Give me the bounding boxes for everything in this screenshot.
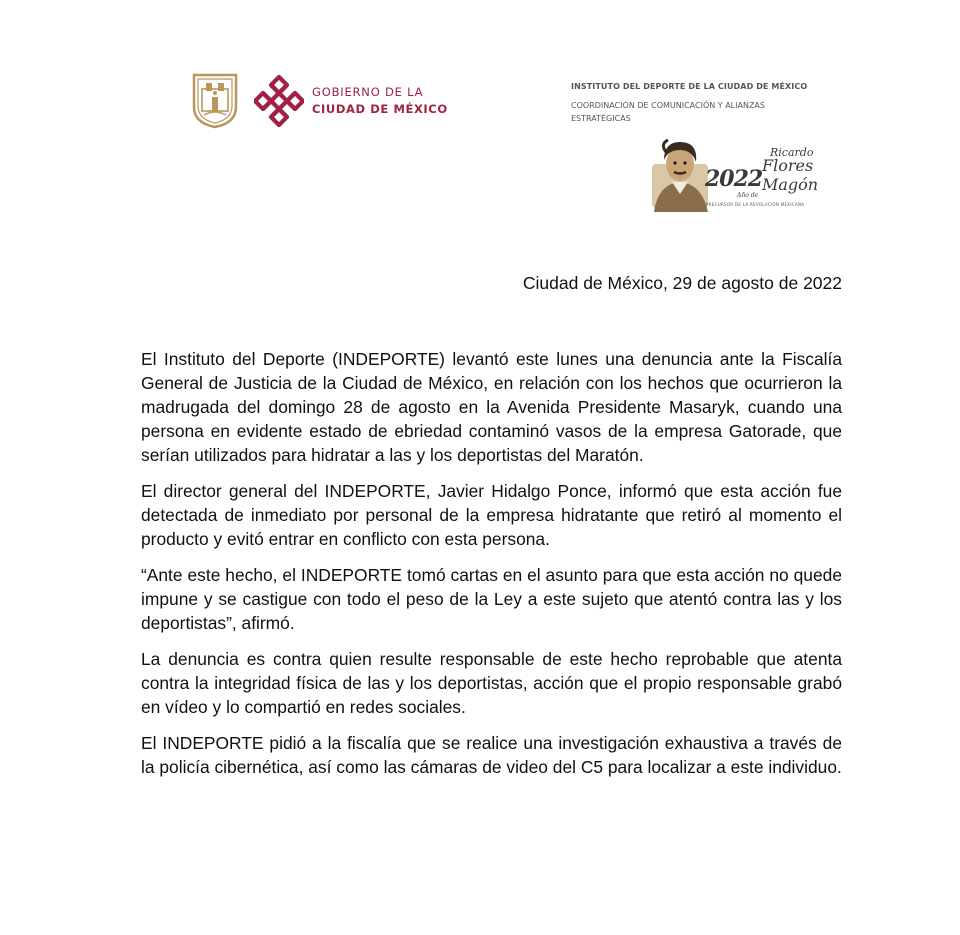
city-government-emblem-icon — [254, 73, 304, 129]
badge-tagline: PRECURSOR DE LA REVOLUCIÓN MEXICANA — [706, 202, 805, 207]
institute-header — [571, 82, 841, 125]
coat-of-arms-icon — [192, 73, 238, 129]
press-release-body — [141, 347, 842, 791]
body-paragraph-1: El Instituto del Deporte (INDEPORTE) levantó este lunes una denuncia ante la Fiscalía General de Justicia de la Ciudad de México, en relación con los hechos que ocurrieron la madrugada del domingo 28 de agosto en la Avenida Presidente Masaryk, cuando una persona en evidente estado de ebriedad contaminó vasos de la empresa Gatorade, que serían utilizados para hidratar a las y los deportistas del Maratón. — [141, 349, 842, 465]
document-date: Ciudad de México, 29 de agosto de 2022 — [522, 273, 842, 293]
body-paragraph-2: El director general del INDEPORTE, Javier Hidalgo Ponce, informó que esta acción fue detectada de inmediato por personal de la empresa hidratante que retiró al momento el producto y evitó entrar en conflicto con esta persona. — [141, 481, 842, 549]
year-number: 2022 — [705, 166, 763, 192]
institute-coordination: COORDINACIÓN DE COMUNICACIÓN Y ALIANZAS ESTRATÉGICAS — [571, 101, 765, 123]
portrait-illustration-icon — [650, 134, 712, 212]
government-name-line2: CIUDAD DE MÉXICO — [312, 102, 448, 116]
honoree-first-name: Ricardo — [770, 146, 814, 159]
year-commemorative-badge — [650, 134, 819, 212]
government-name — [312, 84, 448, 118]
year-subtitle: Año de — [737, 192, 759, 199]
institute-name: INSTITUTO DEL DEPORTE DE LA CIUDAD DE MÉXICO — [571, 82, 808, 91]
body-paragraph-3: “Ante este hecho, el INDEPORTE tomó cartas en el asunto para que esta acción no quede impune y se castigue con todo el peso de la Ley a este sujeto que atentó contra las y los deportistas”, afirmó. — [141, 565, 842, 633]
government-logo-group — [192, 70, 448, 132]
government-name-line1: GOBIERNO DE LA — [312, 85, 424, 99]
body-paragraph-5: El INDEPORTE pidió a la fiscalía que se realice una investigación exhaustiva a través de la policía cibernética, así como las cámaras de video del C5 para localizar a este individuo. — [141, 733, 842, 777]
body-paragraph-4: La denuncia es contra quien resulte responsable de este hecho reprobable que atenta contra la integridad física de las y los deportistas, acción que el propio responsable grabó en vídeo y lo compartió en redes sociales. — [141, 649, 842, 717]
honoree-last-name-2: Magón — [762, 175, 819, 194]
honoree-last-name-1: Flores — [762, 156, 814, 175]
